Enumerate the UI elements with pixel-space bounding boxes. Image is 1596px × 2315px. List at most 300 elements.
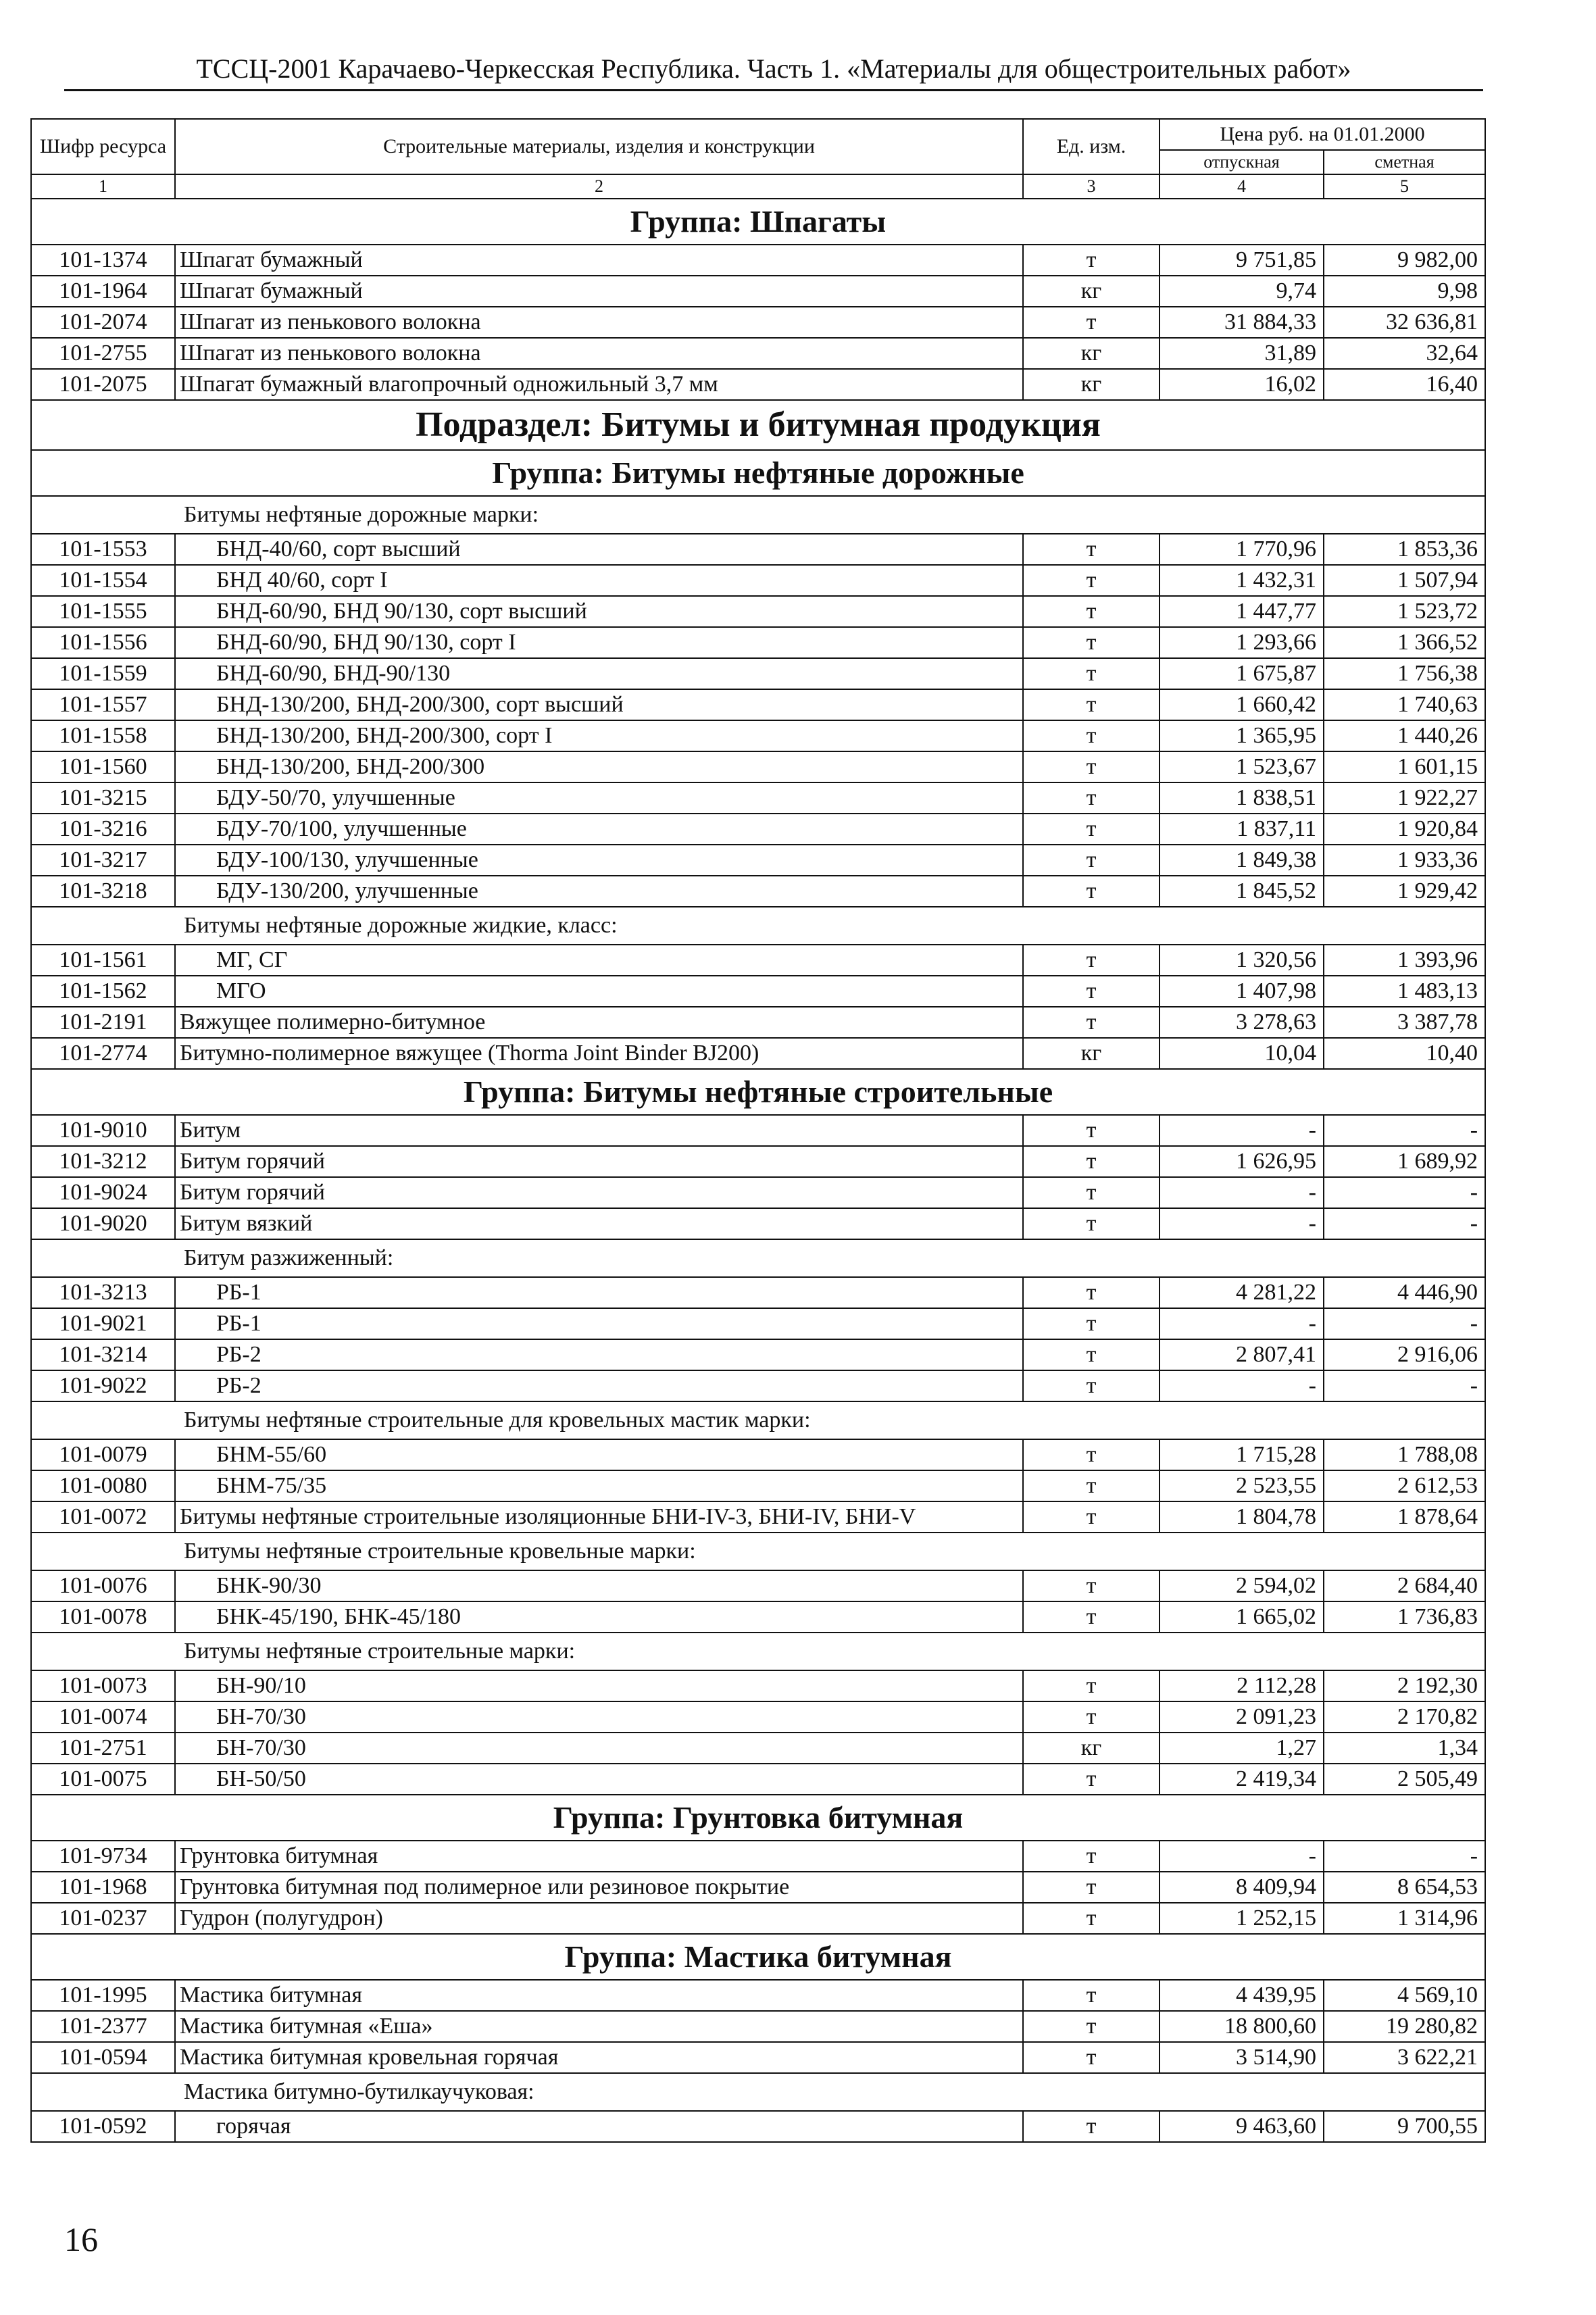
unit-cell: т: [1023, 814, 1159, 845]
group-heading: Группа: Битумы нефтяные строительные: [31, 1069, 1485, 1115]
resource-code: 101-2377: [31, 2011, 175, 2042]
unit-cell: т: [1023, 658, 1159, 689]
unit-cell: кг: [1023, 369, 1159, 400]
table-row: [31, 1501, 1485, 1533]
table-row: [31, 1308, 1485, 1339]
material-name: БН-70/30: [175, 1733, 1023, 1764]
unit-cell: т: [1023, 1177, 1159, 1208]
release-price: -: [1159, 1841, 1324, 1872]
resource-code: 101-1995: [31, 1980, 175, 2011]
unit-cell: т: [1023, 307, 1159, 338]
material-name: Грунтовка битумная под полимерное или резиновое покрытие: [175, 1872, 1023, 1903]
estimate-price: -: [1324, 1177, 1485, 1208]
resource-code: 101-1562: [31, 976, 175, 1007]
unit-cell: кг: [1023, 1733, 1159, 1764]
subgroup-label-row: [31, 907, 1485, 945]
group-heading-row: [31, 199, 1485, 245]
material-name: горячая: [175, 2111, 1023, 2142]
material-name: МГ, СГ: [175, 945, 1023, 976]
table-row: [31, 976, 1485, 1007]
release-price: 1 837,11: [1159, 814, 1324, 845]
release-price: 1 675,87: [1159, 658, 1324, 689]
release-price: 1,27: [1159, 1733, 1324, 1764]
material-name: Мастика битумная: [175, 1980, 1023, 2011]
material-name: Битум горячий: [175, 1177, 1023, 1208]
table-row: [31, 534, 1485, 565]
table-row: [31, 1701, 1485, 1733]
group-heading-row: [31, 1934, 1485, 1980]
table-row: [31, 1670, 1485, 1701]
release-price: 9 463,60: [1159, 2111, 1324, 2142]
table-row: [31, 307, 1485, 338]
resource-code: 101-3214: [31, 1339, 175, 1370]
unit-cell: т: [1023, 1339, 1159, 1370]
estimate-price: 1 523,72: [1324, 596, 1485, 627]
price-table: [30, 118, 1486, 2143]
resource-code: 101-1374: [31, 245, 175, 276]
release-price: 10,04: [1159, 1038, 1324, 1069]
estimate-price: 1 736,83: [1324, 1601, 1485, 1633]
subgroup-label: Битумы нефтяные строительные для кровельных мастик марки:: [31, 1401, 1485, 1439]
resource-code: 101-1553: [31, 534, 175, 565]
group-heading-row: [31, 1795, 1485, 1841]
material-name: РБ-1: [175, 1308, 1023, 1339]
column-header-code: Шифр ресурса: [31, 119, 175, 174]
estimate-price: 1,34: [1324, 1733, 1485, 1764]
resource-code: 101-0072: [31, 1501, 175, 1533]
table-row: [31, 1370, 1485, 1401]
table-row: [31, 338, 1485, 369]
unit-cell: т: [1023, 689, 1159, 720]
estimate-price: 1 740,63: [1324, 689, 1485, 720]
resource-code: 101-2755: [31, 338, 175, 369]
estimate-price: 1 366,52: [1324, 627, 1485, 658]
unit-cell: т: [1023, 1670, 1159, 1701]
unit-cell: т: [1023, 2042, 1159, 2073]
subgroup-label-row: [31, 2073, 1485, 2111]
material-name: Шпагат из пенькового волокна: [175, 338, 1023, 369]
resource-code: 101-0592: [31, 2111, 175, 2142]
release-price: 2 523,55: [1159, 1470, 1324, 1501]
resource-code: 101-0237: [31, 1903, 175, 1934]
group-heading: Группа: Шпагаты: [31, 199, 1485, 245]
release-price: 4 439,95: [1159, 1980, 1324, 2011]
release-price: 31 884,33: [1159, 307, 1324, 338]
material-name: Шпагат бумажный: [175, 245, 1023, 276]
unit-cell: т: [1023, 1277, 1159, 1308]
estimate-price: 3 622,21: [1324, 2042, 1485, 2073]
column-number-4: 4: [1159, 174, 1324, 199]
unit-cell: т: [1023, 1470, 1159, 1501]
table-row: [31, 627, 1485, 658]
unit-cell: т: [1023, 1370, 1159, 1401]
unit-cell: т: [1023, 534, 1159, 565]
unit-cell: т: [1023, 1601, 1159, 1633]
estimate-price: 2 612,53: [1324, 1470, 1485, 1501]
resource-code: 101-2075: [31, 369, 175, 400]
resource-code: 101-3215: [31, 782, 175, 814]
release-price: 1 447,77: [1159, 596, 1324, 627]
estimate-price: 1 314,96: [1324, 1903, 1485, 1934]
table-row: [31, 1439, 1485, 1470]
table-row: [31, 1038, 1485, 1069]
table-row: [31, 1470, 1485, 1501]
estimate-price: 1 788,08: [1324, 1439, 1485, 1470]
unit-cell: т: [1023, 782, 1159, 814]
estimate-price: -: [1324, 1370, 1485, 1401]
release-price: -: [1159, 1370, 1324, 1401]
unit-cell: т: [1023, 1115, 1159, 1146]
estimate-price: -: [1324, 1308, 1485, 1339]
release-price: 1 804,78: [1159, 1501, 1324, 1533]
unit-cell: кг: [1023, 338, 1159, 369]
resource-code: 101-1557: [31, 689, 175, 720]
release-price: 1 845,52: [1159, 876, 1324, 907]
estimate-price: -: [1324, 1208, 1485, 1239]
table-row: [31, 1733, 1485, 1764]
group-heading: Группа: Грунтовка битумная: [31, 1795, 1485, 1841]
unit-cell: т: [1023, 1308, 1159, 1339]
section-heading-row: [31, 400, 1485, 450]
material-name: Битумно-полимерное вяжущее (Thorma Joint Binder BJ200): [175, 1038, 1023, 1069]
material-name: БДУ-100/130, улучшенные: [175, 845, 1023, 876]
material-name: РБ-1: [175, 1277, 1023, 1308]
material-name: МГО: [175, 976, 1023, 1007]
column-header-price: Цена руб. на 01.01.2000: [1159, 119, 1485, 150]
unit-cell: т: [1023, 1007, 1159, 1038]
table-row: [31, 1601, 1485, 1633]
estimate-price: 1 933,36: [1324, 845, 1485, 876]
table-row: [31, 689, 1485, 720]
unit-cell: т: [1023, 751, 1159, 782]
material-name: БНМ-55/60: [175, 1439, 1023, 1470]
material-name: Гудрон (полугудрон): [175, 1903, 1023, 1934]
estimate-price: 1 483,13: [1324, 976, 1485, 1007]
resource-code: 101-3218: [31, 876, 175, 907]
table-row: [31, 1339, 1485, 1370]
unit-cell: т: [1023, 1501, 1159, 1533]
material-name: БНД-60/90, БНД 90/130, сорт высший: [175, 596, 1023, 627]
table-row: [31, 1841, 1485, 1872]
release-price: -: [1159, 1177, 1324, 1208]
subgroup-label-row: [31, 1533, 1485, 1570]
table-row: [31, 2111, 1485, 2142]
estimate-price: 9,98: [1324, 276, 1485, 307]
unit-cell: т: [1023, 1701, 1159, 1733]
table-row: [31, 245, 1485, 276]
release-price: 1 293,66: [1159, 627, 1324, 658]
material-name: БДУ-50/70, улучшенные: [175, 782, 1023, 814]
material-name: Мастика битумная кровельная горячая: [175, 2042, 1023, 2073]
table-row: [31, 1980, 1485, 2011]
table-body: [31, 199, 1485, 2142]
release-price: -: [1159, 1308, 1324, 1339]
column-header-estimate: сметная: [1324, 150, 1485, 174]
release-price: 1 407,98: [1159, 976, 1324, 1007]
estimate-price: 1 853,36: [1324, 534, 1485, 565]
material-name: Битум: [175, 1115, 1023, 1146]
resource-code: 101-1968: [31, 1872, 175, 1903]
release-price: 3 278,63: [1159, 1007, 1324, 1038]
resource-code: 101-0076: [31, 1570, 175, 1601]
subgroup-label-row: [31, 1633, 1485, 1670]
table-row: [31, 1177, 1485, 1208]
estimate-price: 9 982,00: [1324, 245, 1485, 276]
material-name: БНД-130/200, БНД-200/300, сорт высший: [175, 689, 1023, 720]
resource-code: 101-2074: [31, 307, 175, 338]
estimate-price: -: [1324, 1841, 1485, 1872]
table-row: [31, 276, 1485, 307]
table-row: [31, 1903, 1485, 1934]
release-price: 16,02: [1159, 369, 1324, 400]
material-name: БДУ-70/100, улучшенные: [175, 814, 1023, 845]
release-price: 2 594,02: [1159, 1570, 1324, 1601]
release-price: 1 715,28: [1159, 1439, 1324, 1470]
material-name: БНД-130/200, БНД-200/300, сорт I: [175, 720, 1023, 751]
resource-code: 101-1556: [31, 627, 175, 658]
unit-cell: т: [1023, 945, 1159, 976]
unit-cell: т: [1023, 1903, 1159, 1934]
header-rule: [64, 89, 1483, 91]
material-name: БНД-40/60, сорт высший: [175, 534, 1023, 565]
table-row: [31, 2011, 1485, 2042]
estimate-price: 2 916,06: [1324, 1339, 1485, 1370]
unit-cell: т: [1023, 245, 1159, 276]
table-row: [31, 1872, 1485, 1903]
material-name: Битум вязкий: [175, 1208, 1023, 1239]
group-heading-row: [31, 1069, 1485, 1115]
resource-code: 101-0080: [31, 1470, 175, 1501]
unit-cell: т: [1023, 1764, 1159, 1795]
material-name: Вяжущее полимерно-битумное: [175, 1007, 1023, 1038]
subgroup-label: Битумы нефтяные строительные марки:: [31, 1633, 1485, 1670]
table-row: [31, 369, 1485, 400]
release-price: 1 432,31: [1159, 565, 1324, 596]
estimate-price: 8 654,53: [1324, 1872, 1485, 1903]
estimate-price: 1 689,92: [1324, 1146, 1485, 1177]
resource-code: 101-3217: [31, 845, 175, 876]
unit-cell: т: [1023, 976, 1159, 1007]
column-header-release: отпускная: [1159, 150, 1324, 174]
release-price: 1 770,96: [1159, 534, 1324, 565]
table-row: [31, 1570, 1485, 1601]
resource-code: 101-2191: [31, 1007, 175, 1038]
resource-code: 101-9734: [31, 1841, 175, 1872]
release-price: 1 626,95: [1159, 1146, 1324, 1177]
table-row: [31, 782, 1485, 814]
unit-cell: т: [1023, 720, 1159, 751]
unit-cell: т: [1023, 1146, 1159, 1177]
estimate-price: -: [1324, 1115, 1485, 1146]
material-name: Грунтовка битумная: [175, 1841, 1023, 1872]
resource-code: 101-0594: [31, 2042, 175, 2073]
table-row: [31, 720, 1485, 751]
subgroup-label: Битумы нефтяные дорожные жидкие, класс:: [31, 907, 1485, 945]
release-price: 8 409,94: [1159, 1872, 1324, 1903]
resource-code: 101-1560: [31, 751, 175, 782]
column-number-2: 2: [175, 174, 1023, 199]
release-price: 18 800,60: [1159, 2011, 1324, 2042]
unit-cell: т: [1023, 876, 1159, 907]
page-number: 16: [64, 2220, 98, 2258]
material-name: Битумы нефтяные строительные изоляционные БНИ-IV-3, БНИ-IV, БНИ-V: [175, 1501, 1023, 1533]
subgroup-label-row: [31, 496, 1485, 534]
estimate-price: 2 192,30: [1324, 1670, 1485, 1701]
subgroup-label: Битум разжиженный:: [31, 1239, 1485, 1277]
column-header-name: Строительные материалы, изделия и конструкции: [175, 119, 1023, 174]
page-header: ТССЦ-2001 Карачаево-Черкесская Республика. Часть 1. «Материалы для общестроительных работ»: [196, 53, 1351, 84]
material-name: БНД-60/90, БНД 90/130, сорт I: [175, 627, 1023, 658]
release-price: 31,89: [1159, 338, 1324, 369]
material-name: РБ-2: [175, 1339, 1023, 1370]
material-name: Битум горячий: [175, 1146, 1023, 1177]
resource-code: 101-0075: [31, 1764, 175, 1795]
release-price: 2 112,28: [1159, 1670, 1324, 1701]
unit-cell: кг: [1023, 1038, 1159, 1069]
column-number-3: 3: [1023, 174, 1159, 199]
estimate-price: 1 878,64: [1324, 1501, 1485, 1533]
release-price: -: [1159, 1115, 1324, 1146]
release-price: 9 751,85: [1159, 245, 1324, 276]
estimate-price: 1 929,42: [1324, 876, 1485, 907]
estimate-price: 32,64: [1324, 338, 1485, 369]
subgroup-label: Битумы нефтяные дорожные марки:: [31, 496, 1485, 534]
release-price: 2 807,41: [1159, 1339, 1324, 1370]
resource-code: 101-9010: [31, 1115, 175, 1146]
table-row: [31, 814, 1485, 845]
unit-cell: т: [1023, 1570, 1159, 1601]
estimate-price: 32 636,81: [1324, 307, 1485, 338]
column-number-5: 5: [1324, 174, 1485, 199]
material-name: Шпагат бумажный влагопрочный одножильный 3,7 мм: [175, 369, 1023, 400]
unit-cell: т: [1023, 1980, 1159, 2011]
resource-code: 101-1554: [31, 565, 175, 596]
section-heading: Подраздел: Битумы и битумная продукция: [31, 400, 1485, 450]
estimate-price: 4 569,10: [1324, 1980, 1485, 2011]
release-price: 1 252,15: [1159, 1903, 1324, 1934]
estimate-price: 2 684,40: [1324, 1570, 1485, 1601]
release-price: 1 660,42: [1159, 689, 1324, 720]
resource-code: 101-1559: [31, 658, 175, 689]
material-name: БНД 40/60, сорт I: [175, 565, 1023, 596]
subgroup-label-row: [31, 1401, 1485, 1439]
unit-cell: т: [1023, 596, 1159, 627]
unit-cell: кг: [1023, 276, 1159, 307]
table-row: [31, 1007, 1485, 1038]
estimate-price: 2 505,49: [1324, 1764, 1485, 1795]
release-price: -: [1159, 1208, 1324, 1239]
resource-code: 101-1964: [31, 276, 175, 307]
unit-cell: т: [1023, 1208, 1159, 1239]
resource-code: 101-1561: [31, 945, 175, 976]
resource-code: 101-1558: [31, 720, 175, 751]
material-name: БНД-60/90, БНД-90/130: [175, 658, 1023, 689]
material-name: Шпагат из пенькового волокна: [175, 307, 1023, 338]
resource-code: 101-0079: [31, 1439, 175, 1470]
estimate-price: 3 387,78: [1324, 1007, 1485, 1038]
resource-code: 101-3216: [31, 814, 175, 845]
release-price: 1 320,56: [1159, 945, 1324, 976]
release-price: 1 838,51: [1159, 782, 1324, 814]
estimate-price: 9 700,55: [1324, 2111, 1485, 2142]
estimate-price: 1 756,38: [1324, 658, 1485, 689]
subgroup-label-row: [31, 1239, 1485, 1277]
release-price: 1 665,02: [1159, 1601, 1324, 1633]
estimate-price: 1 922,27: [1324, 782, 1485, 814]
table-row: [31, 658, 1485, 689]
unit-cell: т: [1023, 1841, 1159, 1872]
resource-code: 101-9024: [31, 1177, 175, 1208]
unit-cell: т: [1023, 1872, 1159, 1903]
release-price: 9,74: [1159, 276, 1324, 307]
unit-cell: т: [1023, 1439, 1159, 1470]
resource-code: 101-0078: [31, 1601, 175, 1633]
estimate-price: 1 393,96: [1324, 945, 1485, 976]
release-price: 1 849,38: [1159, 845, 1324, 876]
release-price: 1 523,67: [1159, 751, 1324, 782]
table-row: [31, 751, 1485, 782]
resource-code: 101-2774: [31, 1038, 175, 1069]
resource-code: 101-9022: [31, 1370, 175, 1401]
resource-code: 101-0074: [31, 1701, 175, 1733]
estimate-price: 16,40: [1324, 369, 1485, 400]
estimate-price: 1 601,15: [1324, 751, 1485, 782]
group-heading-row: [31, 450, 1485, 496]
column-number-1: 1: [31, 174, 175, 199]
group-heading: Группа: Мастика битумная: [31, 1934, 1485, 1980]
release-price: 2 419,34: [1159, 1764, 1324, 1795]
table-row: [31, 1208, 1485, 1239]
unit-cell: т: [1023, 565, 1159, 596]
material-name: БНК-45/190, БНК-45/180: [175, 1601, 1023, 1633]
unit-cell: т: [1023, 845, 1159, 876]
table-row: [31, 945, 1485, 976]
release-price: 2 091,23: [1159, 1701, 1324, 1733]
unit-cell: т: [1023, 627, 1159, 658]
resource-code: 101-9021: [31, 1308, 175, 1339]
table-row: [31, 565, 1485, 596]
estimate-price: 1 920,84: [1324, 814, 1485, 845]
table-row: [31, 1277, 1485, 1308]
table-row: [31, 1146, 1485, 1177]
resource-code: 101-2751: [31, 1733, 175, 1764]
table-row: [31, 596, 1485, 627]
release-price: 1 365,95: [1159, 720, 1324, 751]
material-name: БНК-90/30: [175, 1570, 1023, 1601]
resource-code: 101-9020: [31, 1208, 175, 1239]
estimate-price: 4 446,90: [1324, 1277, 1485, 1308]
estimate-price: 1 507,94: [1324, 565, 1485, 596]
resource-code: 101-0073: [31, 1670, 175, 1701]
table-row: [31, 845, 1485, 876]
resource-code: 101-3212: [31, 1146, 175, 1177]
material-name: БН-70/30: [175, 1701, 1023, 1733]
release-price: 3 514,90: [1159, 2042, 1324, 2073]
estimate-price: 19 280,82: [1324, 2011, 1485, 2042]
material-name: Мастика битумная «Еша»: [175, 2011, 1023, 2042]
unit-cell: т: [1023, 2011, 1159, 2042]
material-name: БНМ-75/35: [175, 1470, 1023, 1501]
column-header-unit: Ед. изм.: [1023, 119, 1159, 174]
table-row: [31, 1115, 1485, 1146]
material-name: БН-90/10: [175, 1670, 1023, 1701]
unit-cell: т: [1023, 2111, 1159, 2142]
table-row: [31, 1764, 1485, 1795]
material-name: РБ-2: [175, 1370, 1023, 1401]
resource-code: 101-1555: [31, 596, 175, 627]
material-name: Шпагат бумажный: [175, 276, 1023, 307]
subgroup-label: Мастика битумно-бутилкаучуковая:: [31, 2073, 1485, 2111]
